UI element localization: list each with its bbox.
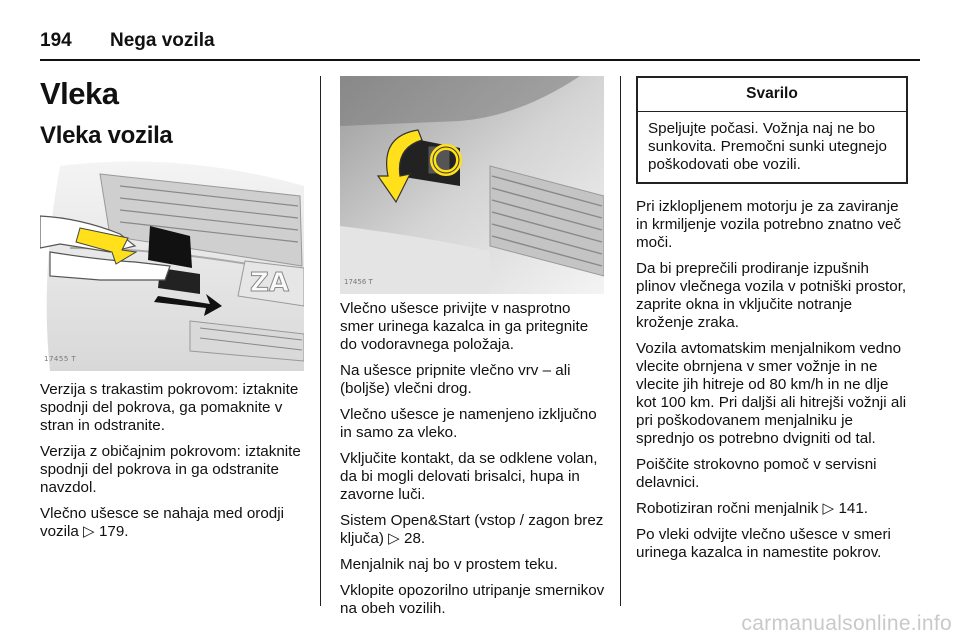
column-divider-1 (320, 76, 321, 606)
column-3 (636, 70, 908, 570)
figure-1-number: 17455 T (44, 355, 77, 363)
paragraph: Robotiziran ročni menjalnik ▷ 141. (636, 500, 869, 517)
paragraph: Vlečno ušesce je namenjeno izključno in samo za vleko. (340, 406, 597, 441)
page-header (40, 18, 920, 52)
column-2 (340, 70, 606, 626)
watermark: carmanualsonline.info (741, 612, 952, 635)
column-divider-2 (620, 76, 621, 606)
warning-box (636, 76, 908, 184)
paragraph: Sistem Open&Start (vstop / zagon brez ključa) ▷ 28. (340, 512, 604, 547)
figure-towing-eye (340, 76, 604, 294)
paragraph: Vlečno ušesce privijte v nasprotno smer urinega kazalca in ga pritegnite do vodoravnega položaja. (340, 300, 589, 353)
paragraph: Verzija s trakastim pokrovom: iztaknite spodnji del pokrova, ga pomaknite v stran in odstranite. (40, 381, 299, 434)
header-rule (40, 59, 920, 61)
subsection-title: Vleka vozila (40, 122, 173, 149)
paragraph: Vklopite opozorilno utripanje smernikov na obeh vozilih. (340, 582, 605, 617)
paragraph: Verzija z običajnim pokrovom: iztaknite spodnji del pokrova in ga odstranite navzdol. (40, 443, 301, 496)
paragraph: Da bi preprečili prodiranje izpušnih plinov vlečnega vozila v potniški prostor, zaprite okna in vključite notranje kroženje zraka. (636, 260, 907, 331)
paragraph: Vključite kontakt, da se odklene volan, da bi mogli delovati brisalci, hupa in zavorne luči. (340, 450, 598, 503)
paragraph: Pri izklopljenem motorju je za zaviranje in krmiljenje vozila potrebno znatno več moči. (636, 198, 902, 251)
towing-eye-illustration (340, 76, 604, 294)
bumper-cover-illustration (40, 156, 304, 371)
page-number: 194 (40, 30, 72, 51)
paragraph: Vozila avtomatskim menjalnikom vedno vlecite obrnjena v smer vožnje in ne vlecite jih hitreje od 80 km/h in ne dlje kot 100 km. Pri daljši ali hitrejši vožnji ali pri poškodovanem menjalniku je sprednjo os potrebno dvigniti od tal. (636, 340, 907, 447)
licence-plate-text: ZA (250, 268, 289, 298)
paragraph: Vlečno ušesce se nahaja med orodji vozila ▷ 179. (40, 505, 284, 540)
paragraph: Po vleki odvijte vlečno ušesce v smeri urinega kazalca in namestite pokrov. (636, 526, 891, 561)
paragraph: Na ušesce pripnite vlečno vrv – ali (boljše) vlečni drog. (340, 362, 571, 397)
section-title: Vleka (40, 76, 119, 111)
figure-2-number: 17456 T (344, 278, 373, 286)
column-1 (40, 70, 306, 549)
figure-bumper-cover (40, 156, 304, 371)
paragraph: Menjalnik naj bo v prostem teku. (340, 556, 558, 573)
warning-text: Speljujte počasi. Vožnja naj ne bo sunkovita. Premočni sunki utegnejo poškodovati obe vozili. (648, 120, 887, 173)
warning-title: Svarilo (638, 78, 906, 112)
chapter-title: Nega vozila (110, 30, 215, 51)
paragraph: Poiščite strokovno pomoč v servisni delavnici. (636, 456, 877, 491)
